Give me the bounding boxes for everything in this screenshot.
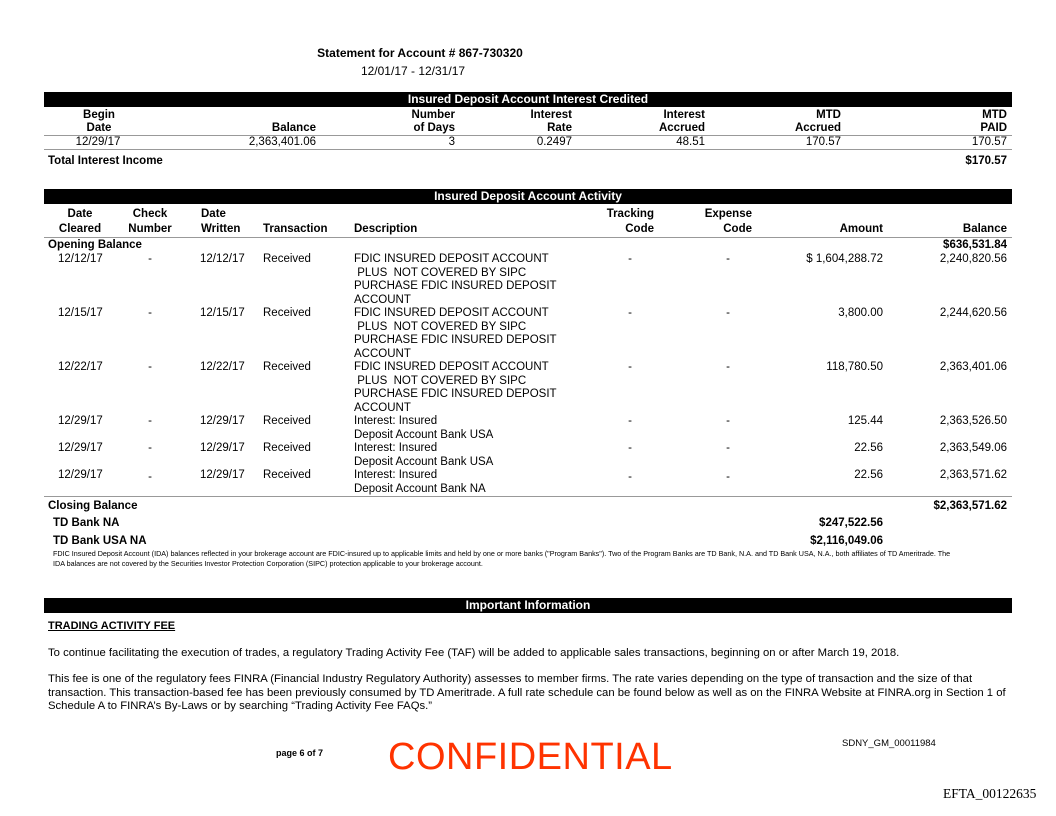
row-description [354, 253, 584, 307]
efta-number: EFTA_00122635 [943, 786, 1037, 801]
row-description-line: PURCHASE FDIC INSURED DEPOSIT [354, 280, 557, 292]
important-paragraph-2: This fee is one of the regulatory fees FINRA (Financial Industry Regulatory Authority) assesses to member firms. The rate varies depending on the type of transaction and the size of that transaction. This transaction-based fee has been previously consumed by TD Ameritrade. A full rate schedule can be found below as well as on the FINRA Website at FINRA.org in Section 1 of Schedule A to FINRA’s By-Laws or by searching “Trading Activity Fee FAQs.” [48, 673, 1006, 712]
opening-balance-value: $636,531.84 [943, 239, 1007, 251]
bank-name-td-bank-na: TD Bank NA [53, 517, 120, 529]
row-check-number: - [148, 307, 152, 319]
col-check-number-header-2: Number [128, 223, 172, 235]
bank-name-td-bank-usa-na: TD Bank USA NA [53, 535, 147, 547]
row-description-line: Deposit Account Bank NA [354, 482, 486, 495]
row-description-line: Interest: Insured [354, 469, 438, 481]
col-check-number-header-1: Check [132, 208, 168, 220]
row-date-written: 12/15/17 [200, 307, 245, 319]
row-check-number: - [148, 361, 152, 373]
row-description-line: PLUS NOT COVERED BY SIPC [354, 266, 527, 279]
row-description [354, 361, 584, 415]
row-tracking-code: - [628, 361, 632, 373]
row-description-line: Interest: Insured [354, 415, 438, 427]
col-begin-date-header-2: Date [86, 122, 112, 134]
row-check-number: - [148, 471, 152, 483]
statement-title: Statement for Account # 867-730320 [317, 46, 523, 60]
col-amount-header: Amount [839, 223, 883, 235]
col-mtd-accrued-header-1: MTD [816, 109, 841, 121]
row-description-line: FDIC INSURED DEPOSIT ACCOUNT [354, 361, 549, 373]
row-description-line: PLUS NOT COVERED BY SIPC [354, 320, 527, 333]
row-date-cleared: 12/22/17 [58, 361, 103, 373]
col-rate-header-2: Rate [547, 122, 572, 134]
interest-row-rule [44, 149, 1012, 150]
row-transaction: Received [263, 415, 311, 427]
row-amount: $ 1,604,288.72 [806, 253, 883, 265]
row-description-line: Interest: Insured [354, 442, 438, 454]
bank-value-td-bank-usa-na: $2,116,049.06 [810, 535, 883, 547]
row-date-cleared: 12/29/17 [58, 469, 103, 481]
row-description-line: Deposit Account Bank USA [354, 428, 494, 441]
row-description-line: ACCOUNT [354, 347, 411, 360]
row-description [354, 469, 584, 496]
interest-mtd-accrued: 170.57 [805, 136, 841, 148]
col-description-header: Description [354, 223, 418, 235]
row-amount: 22.56 [854, 442, 883, 454]
col-mtd-paid-header-2: PAID [980, 122, 1007, 134]
closing-balance-value: $2,363,571.62 [933, 500, 1007, 512]
row-balance: 2,363,401.06 [939, 361, 1007, 373]
col-tracking-code-header-2: Code [625, 223, 654, 235]
col-date-cleared-header-1: Date [67, 208, 93, 220]
interest-days: 3 [448, 136, 455, 148]
row-amount: 125.44 [847, 415, 883, 427]
row-date-written: 12/29/17 [200, 415, 245, 427]
col-expense-code-header-2: Code [723, 223, 752, 235]
trading-activity-fee-heading: TRADING ACTIVITY FEE [48, 620, 176, 632]
row-date-cleared: 12/29/17 [58, 442, 103, 454]
interest-balance: 2,363,401.06 [248, 136, 316, 148]
page-number: page 6 of 7 [276, 748, 324, 758]
row-amount: 118,780.50 [826, 361, 883, 373]
col-balance-header-activity: Balance [962, 223, 1007, 235]
row-expense-code: - [726, 442, 730, 454]
important-section-bar: Important Information [44, 598, 1012, 613]
interest-begin-date: 12/29/17 [75, 136, 121, 148]
activity-header-rule [44, 237, 1012, 238]
row-description-line: ACCOUNT [354, 401, 411, 414]
opening-balance-label: Opening Balance [48, 239, 142, 251]
fdic-footnote: FDIC Insured Deposit Account (IDA) balances reflected in your brokerage account are FDIC-insured up to applicable limits and held by one or more banks ("Program Banks"). Two of the Program Banks are TD Bank, N.A. and TD Bank USA, N.A., both affiliates of TD Ameritrade. The IDA balances are not covered by the Securities Investor Protection Corporation (SIPC) protection applicable to your brokerage account. [53, 549, 951, 568]
row-transaction: Received [263, 307, 311, 319]
row-description-line: FDIC INSURED DEPOSIT ACCOUNT [354, 307, 549, 319]
closing-balance-label: Closing Balance [48, 500, 138, 512]
interest-section-bar: Insured Deposit Account Interest Credited [44, 92, 1012, 107]
row-expense-code: - [726, 361, 730, 373]
row-balance: 2,244,620.56 [939, 307, 1007, 319]
col-tracking-code-header-1: Tracking [606, 208, 654, 220]
row-tracking-code: - [628, 415, 632, 427]
row-amount: 22.56 [854, 469, 883, 481]
row-description [354, 307, 584, 361]
row-description-line: PURCHASE FDIC INSURED DEPOSIT [354, 334, 557, 346]
row-tracking-code: - [628, 471, 632, 483]
row-description-line: Deposit Account Bank USA [354, 455, 494, 468]
activity-section-bar: Insured Deposit Account Activity [44, 189, 1012, 204]
row-description [354, 442, 584, 469]
col-date-cleared-header-2: Cleared [58, 223, 102, 235]
col-transaction-header: Transaction [263, 223, 328, 235]
activity-rows-rule [44, 496, 1012, 497]
row-date-cleared: 12/29/17 [58, 415, 103, 427]
col-date-written-header-1: Date [201, 208, 226, 220]
row-date-written: 12/22/17 [200, 361, 245, 373]
row-check-number: - [148, 253, 152, 265]
interest-mtd-paid: 170.57 [971, 136, 1007, 148]
col-date-written-header-2: Written [201, 223, 241, 235]
row-check-number: - [148, 415, 152, 427]
row-date-written: 12/29/17 [200, 469, 245, 481]
bank-value-td-bank-na: $247,522.56 [819, 517, 883, 529]
col-mtd-accrued-header-2: Accrued [794, 122, 841, 134]
row-date-written: 12/29/17 [200, 442, 245, 454]
row-date-cleared: 12/12/17 [58, 253, 103, 265]
row-transaction: Received [263, 361, 311, 373]
row-balance: 2,240,820.56 [939, 253, 1007, 265]
row-description [354, 415, 584, 442]
col-balance-header: Balance [271, 122, 316, 134]
row-transaction: Received [263, 442, 311, 454]
bates-number: SDNY_GM_00011984 [842, 738, 936, 749]
row-expense-code: - [726, 471, 730, 483]
col-days-header-1: Number [411, 109, 455, 121]
total-interest-label: Total Interest Income [48, 155, 163, 167]
row-expense-code: - [726, 307, 730, 319]
row-expense-code: - [726, 253, 730, 265]
row-tracking-code: - [628, 253, 632, 265]
col-mtd-paid-header-1: MTD [982, 109, 1007, 121]
row-date-written: 12/12/17 [200, 253, 245, 265]
total-interest-value: $170.57 [965, 155, 1007, 167]
row-balance: 2,363,571.62 [939, 469, 1007, 481]
confidential-stamp: CONFIDENTIAL [388, 736, 673, 778]
row-transaction: Received [263, 469, 311, 481]
row-description-line: PLUS NOT COVERED BY SIPC [354, 374, 527, 387]
interest-accrued: 48.51 [676, 136, 705, 148]
row-description-line: PURCHASE FDIC INSURED DEPOSIT [354, 388, 557, 400]
col-accrued-header-2: Accrued [658, 122, 705, 134]
row-check-number: - [148, 442, 152, 454]
row-description-line: FDIC INSURED DEPOSIT ACCOUNT [354, 253, 549, 265]
row-balance: 2,363,526.50 [939, 415, 1007, 427]
col-accrued-header-1: Interest [663, 109, 705, 121]
row-date-cleared: 12/15/17 [58, 307, 103, 319]
interest-rate: 0.2497 [536, 136, 572, 148]
row-description-line: ACCOUNT [354, 293, 411, 306]
statement-period: 12/01/17 - 12/31/17 [360, 64, 466, 78]
col-days-header-2: of Days [413, 122, 455, 134]
row-expense-code: - [726, 415, 730, 427]
col-begin-date-header-1: Begin [83, 109, 115, 121]
col-expense-code-header-1: Expense [704, 208, 752, 220]
row-amount: 3,800.00 [838, 307, 883, 319]
row-transaction: Received [263, 253, 311, 265]
row-balance: 2,363,549.06 [939, 442, 1007, 454]
col-rate-header-1: Interest [530, 109, 572, 121]
important-paragraph-1: To continue facilitating the execution of trades, a regulatory Trading Activity Fee (TAF) will be added to applicable sales transactions, beginning on or after March 19, 2018. [48, 647, 900, 659]
row-tracking-code: - [628, 442, 632, 454]
row-tracking-code: - [628, 307, 632, 319]
